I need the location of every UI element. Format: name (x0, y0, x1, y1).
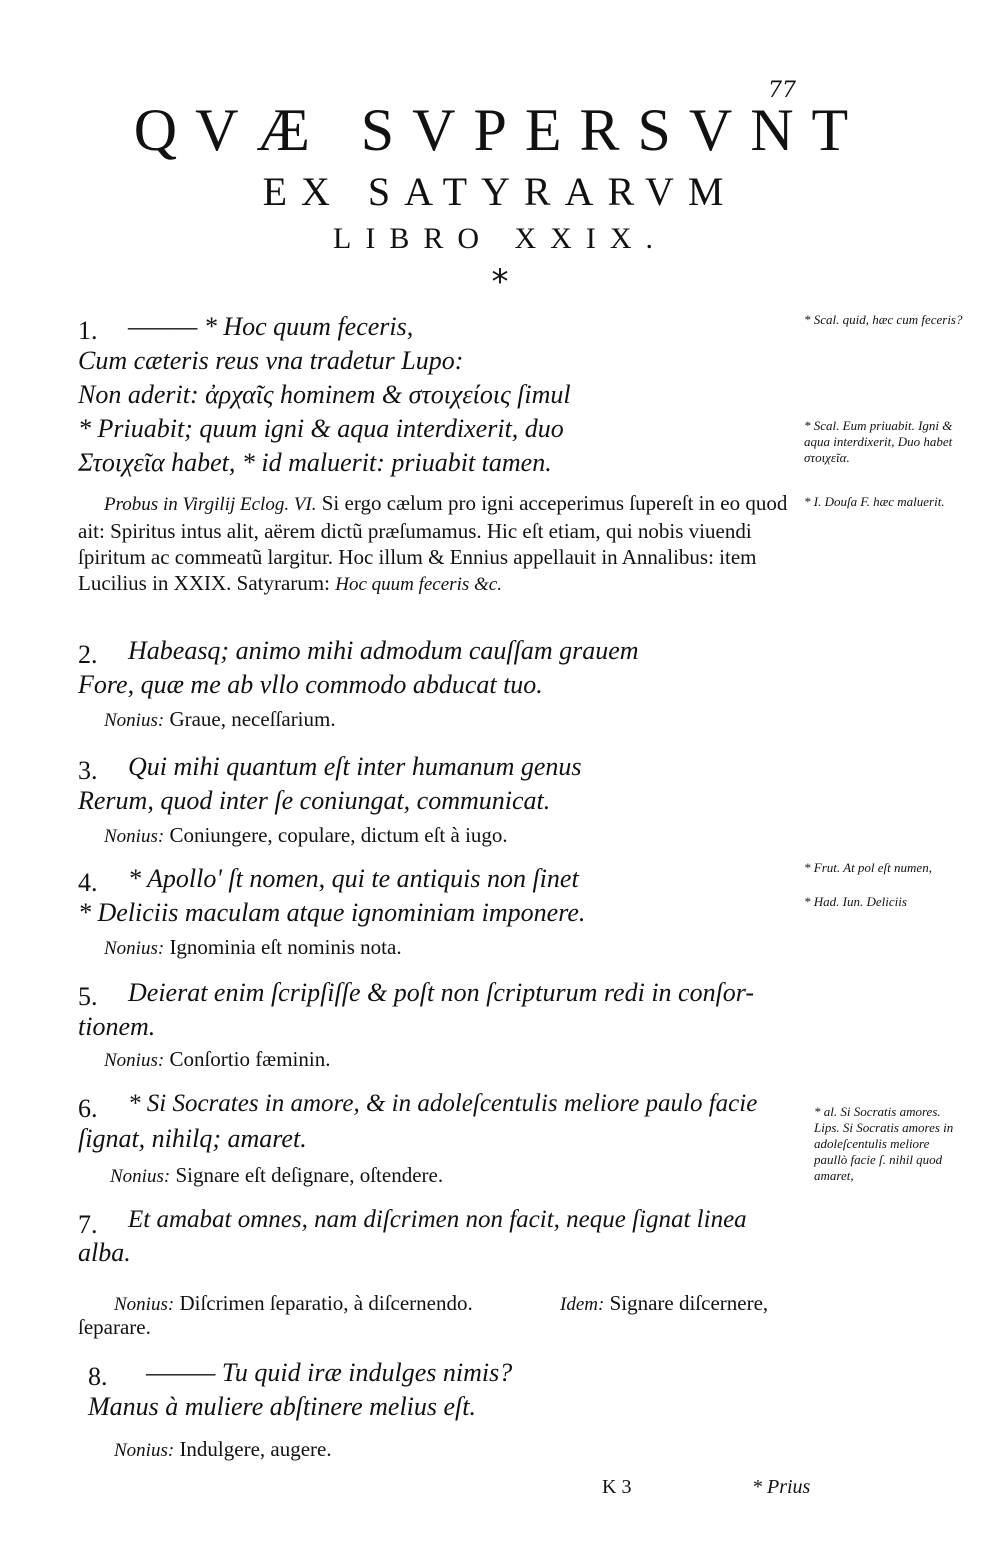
source-citation: Nonius: (104, 826, 165, 847)
nonius-gloss (114, 1436, 332, 1464)
verse-line: tionem. (78, 1012, 156, 1041)
fragment-number: 1. (78, 316, 98, 345)
margin-note: * Had. Iun. Deliciis (804, 894, 907, 909)
gloss-text: Graue, neceſſarium. (169, 707, 336, 731)
verse-line: Fore, quæ me ab vllo commodo abducat tuo. (78, 670, 543, 699)
verse-line: ——— * Hoc quum feceris, (128, 312, 414, 341)
source-citation: Nonius: (104, 710, 165, 731)
gloss-text: Ignominia eſt nominis nota. (169, 935, 402, 959)
nonius-gloss (104, 934, 402, 962)
fragment-number: 2. (78, 640, 98, 669)
verse-line: ——— Tu quid iræ indulges nimis? (146, 1358, 513, 1387)
source-citation: Nonius: (110, 1166, 171, 1187)
verse-line: Deierat enim ſcripſiſſe & poſt non ſcripturum redi in conſor- (128, 978, 755, 1007)
source-citation: Nonius: (104, 938, 165, 959)
nonius-gloss (110, 1162, 443, 1190)
fragment-number: 7. (78, 1210, 98, 1239)
idem-gloss (560, 1290, 768, 1318)
fragment-number: 4. (78, 868, 98, 897)
verse-line: Et amabat omnes, nam diſcrimen non facit, neque ſignat linea (128, 1206, 747, 1233)
verse-line: Στοιχεῖα habet, * id maluerit: priuabit tamen. (78, 448, 552, 477)
margin-note: * Scal. quid, hæc cum feceris? (804, 312, 963, 327)
verse-line: * Deliciis maculam atque ignominiam imponere. (78, 898, 586, 927)
asterisk-ornament: * (491, 262, 509, 302)
gloss-text: Diſcrimen ſeparatio, à diſcernendo. (179, 1291, 473, 1315)
verse-line: * Si Socrates in amore, & in adoleſcentulis meliore paulo facie (128, 1090, 758, 1117)
verse-line: Cum cæteris reus vna tradetur Lupo: (78, 346, 464, 375)
commentary-paragraph (78, 490, 796, 598)
verse-line: Rerum, quod inter ſe coniungat, communicat. (78, 786, 551, 815)
gloss-continuation: ſeparare. (78, 1315, 151, 1339)
nonius-gloss (104, 822, 508, 850)
gloss-text: Conſortio fæminin. (169, 1047, 331, 1071)
gloss-text: Signare diſcernere, (609, 1291, 769, 1315)
source-citation: Idem: (560, 1294, 605, 1315)
source-citation: Nonius: (114, 1440, 175, 1461)
verse-line: Manus à muliere abſtinere melius eſt. (88, 1392, 477, 1421)
margin-note: * Frut. At pol eſt numen, (804, 860, 932, 875)
fragment-number: 3. (78, 756, 98, 785)
margin-note: * al. Si Socratis amores. Lips. Si Socratis amores in adoleſcentulis meliore paullò facie ſ. nihil quod amaret, (814, 1104, 954, 1183)
verse-line: Habeasq; animo mihi admodum cauſſam grauem (128, 636, 639, 665)
title-line-3: LIBRO XXIX. (333, 222, 667, 255)
margin-note: * Scal. Eum priuabit. Igni & aqua interdixerit, Duo habet στοιχεῖα. (804, 418, 953, 465)
source-citation: Nonius: (104, 1050, 165, 1071)
fragment-number: 6. (78, 1094, 98, 1123)
page-number: 77 (768, 78, 796, 103)
gloss-text: Indulgere, augere. (179, 1437, 332, 1461)
nonius-gloss (114, 1290, 473, 1318)
verse-line: ſignat, nihilq; amaret. (78, 1124, 307, 1153)
verse-line: alba. (78, 1238, 131, 1267)
source-citation: Probus in Virgilij Eclog. VI. (104, 494, 317, 515)
verse-line: * Priuabit; quum igni & aqua interdixerit, duo (78, 414, 564, 443)
margin-note: * I. Douſa F. hæc maluerit. (804, 494, 945, 509)
verse-line: Qui mihi quantum eſt inter humanum genus (128, 752, 582, 781)
source-citation: Nonius: (114, 1294, 175, 1315)
gloss-text: Coniungere, copulare, dictum eſt à iugo. (169, 823, 508, 847)
quoted-incipit: Hoc quum feceris &c. (335, 574, 502, 595)
title-line-1: QVÆ SVPERSVNT (133, 97, 867, 163)
nonius-gloss (104, 706, 336, 734)
catchword: * Prius (752, 1476, 811, 1498)
fragment-number: 8. (88, 1362, 108, 1391)
signature-mark: K 3 (602, 1476, 632, 1498)
gloss-text: Signare eſt deſignare, oſtendere. (175, 1163, 444, 1187)
fragment-number: 5. (78, 982, 98, 1011)
commentary-text: Si ergo cælum pro igni acceperimus ſupereſt in eo quod ait: Spiritus intus alit, aërem dictũ præſumamus. Hic eſt etiam, qui nobis viuendi ſpiritum ac commeatũ largitur. Hoc illum & Ennius appellauit in Annalibus: item Lucilius in XXIX. Satyrarum: (78, 491, 788, 595)
nonius-gloss (104, 1046, 330, 1074)
verse-line: * Apollo' ſt nomen, qui te antiquis non ſinet (128, 864, 579, 893)
verse-line: Non aderit: ἀρχαῖς hominem & στοιχείοις ſimul (78, 380, 571, 409)
title-line-2: EX SATYRARVM (262, 169, 738, 214)
